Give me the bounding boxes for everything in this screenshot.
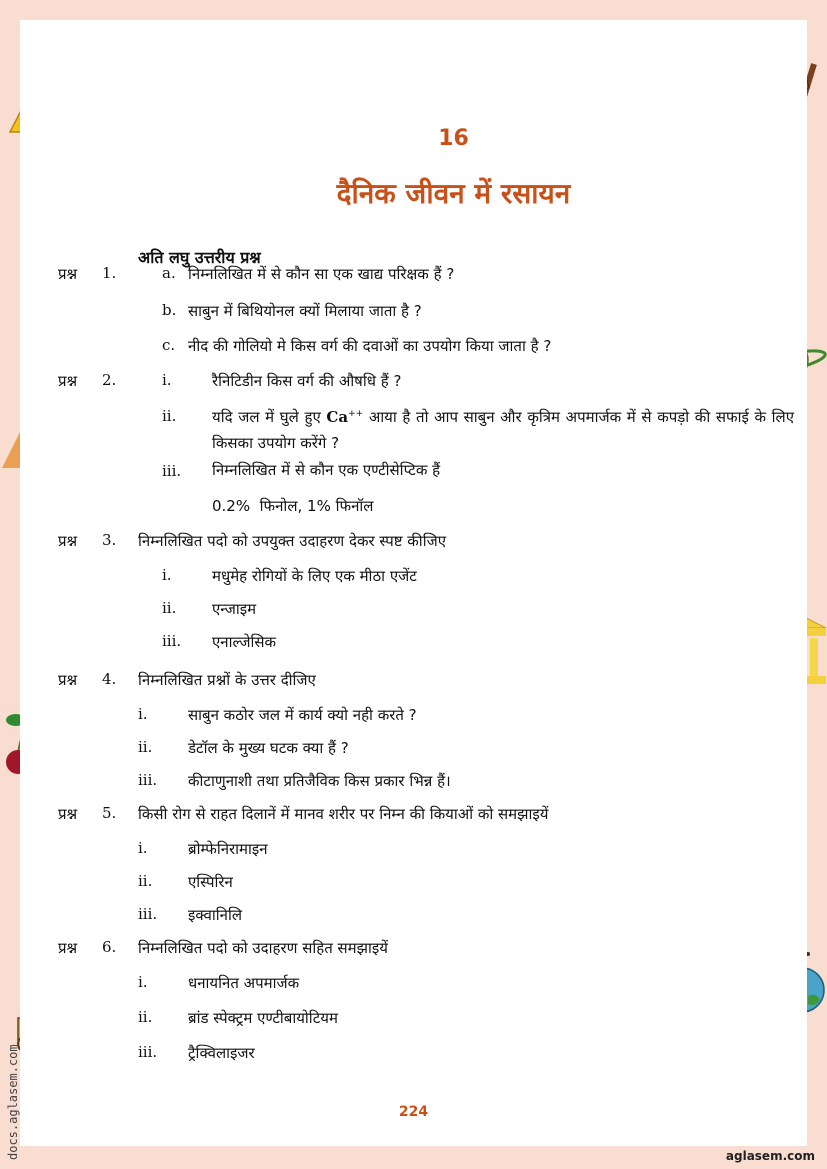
question-label: प्रश्न: [58, 372, 78, 390]
item-mark: iii.: [138, 1043, 158, 1061]
item-mark: a.: [162, 264, 176, 282]
item-text: एस्पिरिन: [188, 873, 233, 891]
item-text-part: आया है तो आप साबुन और कृत्रिम अपमार्जक में से कपड़ो की सफाई के लिए किसका उपयोग करेंगे ?: [212, 408, 794, 452]
item-mark: i.: [138, 973, 148, 991]
option-text: फिनॉल: [335, 497, 374, 515]
item-text: मधुमेह रोगियों के लिए एक मीठा एजेंट: [212, 567, 417, 585]
item-text-part: यदि जल में घुले हुए: [212, 408, 327, 426]
item-mark: iii.: [162, 462, 182, 480]
question-label: प्रश्न: [58, 265, 78, 283]
item-mark: b.: [162, 301, 177, 319]
item-text: निम्नलिखित में से कौन सा एक खाद्य परिक्षक हैं ?: [188, 265, 455, 283]
item-text: एन्जाइम: [212, 600, 257, 618]
watermark: docs.aglasem.com: [6, 1044, 20, 1160]
item-mark: ii.: [162, 599, 177, 617]
item-text: इक्वानिलि: [188, 906, 243, 924]
item-text: कीटाणुनाशी तथा प्रतिजैविक किस प्रकार भिन्न हैं।: [188, 772, 451, 790]
item-mark: i.: [138, 839, 148, 857]
item-text: [212, 401, 794, 456]
page-number: 224: [398, 1104, 429, 1120]
section-title: अति लघु उत्तरीय प्रश्न: [138, 248, 261, 267]
question-number: 4.: [102, 670, 117, 688]
item-mark: ii.: [138, 1008, 153, 1026]
question-number: 1.: [102, 264, 117, 282]
item-mark: iii.: [138, 905, 158, 923]
option-value: 0.2%: [212, 497, 251, 515]
item-text: एनाल्जेसिक: [212, 633, 277, 651]
question-number: 2.: [102, 371, 117, 389]
option-value: 1%: [307, 497, 331, 515]
calcium-ion: Ca: [326, 408, 349, 426]
item-mark: iii.: [162, 632, 182, 650]
item-mark: ii.: [162, 407, 177, 425]
question-label: प्रश्न: [58, 671, 78, 689]
item-mark: ii.: [138, 738, 153, 756]
item-text: धनायनित अपमार्जक: [188, 974, 300, 992]
option-text: फिनोल,: [259, 497, 303, 515]
item-text: ब्रांड स्पेक्ट्रम एण्टीबायोटियम: [188, 1009, 338, 1027]
question-number: 3.: [102, 531, 117, 549]
brand-link[interactable]: aglasem.com: [725, 1149, 815, 1163]
question-text: निम्नलिखित प्रश्नों के उत्तर दीजिए: [138, 671, 316, 689]
question-text: किसी रोग से राहत दिलानें में मानव शरीर पर निम्न की कियाओं को समझाइयें: [138, 805, 549, 823]
item-text: नीद की गोलियो मे किस वर्ग की दवाओं का उपयोग किया जाता है ?: [188, 337, 552, 355]
item-text: साबुन कठोर जल में कार्य क्यो नही करते ?: [188, 706, 417, 724]
item-text: निम्नलिखित में से कौन एक एण्टीसेप्टिक हैं: [212, 461, 441, 479]
page-sheet: [20, 20, 807, 1146]
item-text: रैनिटिडीन किस वर्ग की औषधि हैं ?: [212, 372, 402, 390]
item-text: ट्रैक्विलाइजर: [188, 1044, 255, 1062]
item-mark: c.: [162, 336, 176, 354]
item-mark: ii.: [138, 872, 153, 890]
item-text: ब्रोम्फेनिरामाइन: [188, 840, 268, 858]
question-label: प्रश्न: [58, 805, 78, 823]
item-text: डेटॉल के मुख्य घटक क्या हैं ?: [188, 739, 349, 757]
question-number: 6.: [102, 938, 117, 956]
item-mark: i.: [162, 371, 172, 389]
question-label: प्रश्न: [58, 532, 78, 550]
ion-charge: ++: [348, 409, 364, 419]
item-mark: i.: [162, 566, 172, 584]
question-label: प्रश्न: [58, 939, 78, 957]
chapter-number: 16: [438, 126, 469, 151]
question-text: निम्नलिखित पदो को उपयुक्त उदाहरण देकर स्पष्ट कीजिए: [138, 532, 446, 550]
question-number: 5.: [102, 804, 117, 822]
question-text: निम्नलिखित पदो को उदाहरण सहित समझाइयें: [138, 939, 388, 957]
item-mark: i.: [138, 705, 148, 723]
item-text: साबुन में बिथियोनल क्यों मिलाया जाता है ?: [188, 302, 422, 320]
antiseptic-options: [212, 496, 373, 516]
item-mark: iii.: [138, 771, 158, 789]
chapter-title: दैनिक जीवन में रसायन: [336, 177, 571, 210]
